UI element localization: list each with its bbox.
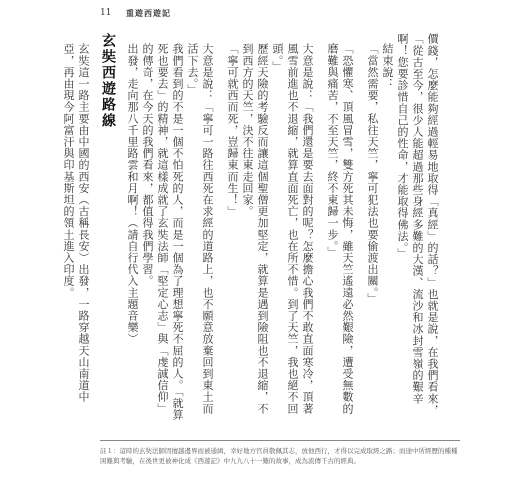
paragraph: 大意是說：「寧可一路往西死在求經的道路上，也不願意放棄回到東土而活下去。」 [186,43,214,415]
page-header [100,8,460,22]
quote-paragraph: 「恐懼寒、頂風冒雪，雙方死其未悔，雖天竺遙遠必然艱險，遭受無數的磨難與痛苦，不至天竺，終不東歸一步。」 [326,43,354,415]
footnote-divider [100,440,460,441]
quote-paragraph: 「寧可就西而死，豈歸東而生！」 [226,43,239,217]
running-title: 重遊西遊記 [126,8,171,18]
quote-paragraph: 「當然需要，私往天竺，寧可犯法也要偷渡出關。」 [366,43,379,305]
section-heading: 玄奘西遊路線 [100,33,116,129]
paragraph: 我們看到的不是一個不怕死的人，而是一個為了理想寧死不屈的人。「就算死也要去」的精神，就這樣成就了玄奘法師「堅定心志」與「虔誠信仰」的傳奇，在今天的我們看來，都值得我們學習。 [141,43,184,421]
paragraph: 歷經天險的考驗反而讓這個聖僧更加堅定，就算是遇到險阻也不退縮，不到西方的天竺，決不往東走回家。 [241,43,269,415]
paragraph: 價錢，怎麼能夠經過輕易地取得「真經」的話？」也就是說，在我們看來，「從古至今，很少人能超過那些身經多難的大漢、流沙和冰封雪嶺的艱辛啊！您要診惜自己的性命，才能取得佛法。」 [396,33,439,416]
paragraph: 玄奘這一路主要由中國的西安（古稱長安）出發，一路穿越天山南道中亞，再由現今阿富汗與印基斯坦的領土進入印度。 [62,43,90,403]
body-text [62,33,440,423]
paragraph: 出發，走向那八千里路雲和月啊！（請自行代入主題音樂） [126,43,139,345]
paragraph: 結束說： [381,43,394,90]
paragraph: 大意是說：「我們還是要去面對的呢？怎麼擔心我們不敢直面寒冷，頂著風雪前進也不退縮，就算直面死亡，也在所不惜。到了天竺，我也絕不回頭。」 [271,43,314,415]
page-number: 11 [100,8,112,18]
footnote: 註１：這時的玄奘法師因擅越邊界而被通緝，幸好地方官員敬佩其志，放他西行，才得以完成取經之路；而途中所經歷的種種困難與考驗，在後世更被神化成《西遊記》中九九八十一難的故事，成為流傳千古的經典。 [100,447,458,465]
